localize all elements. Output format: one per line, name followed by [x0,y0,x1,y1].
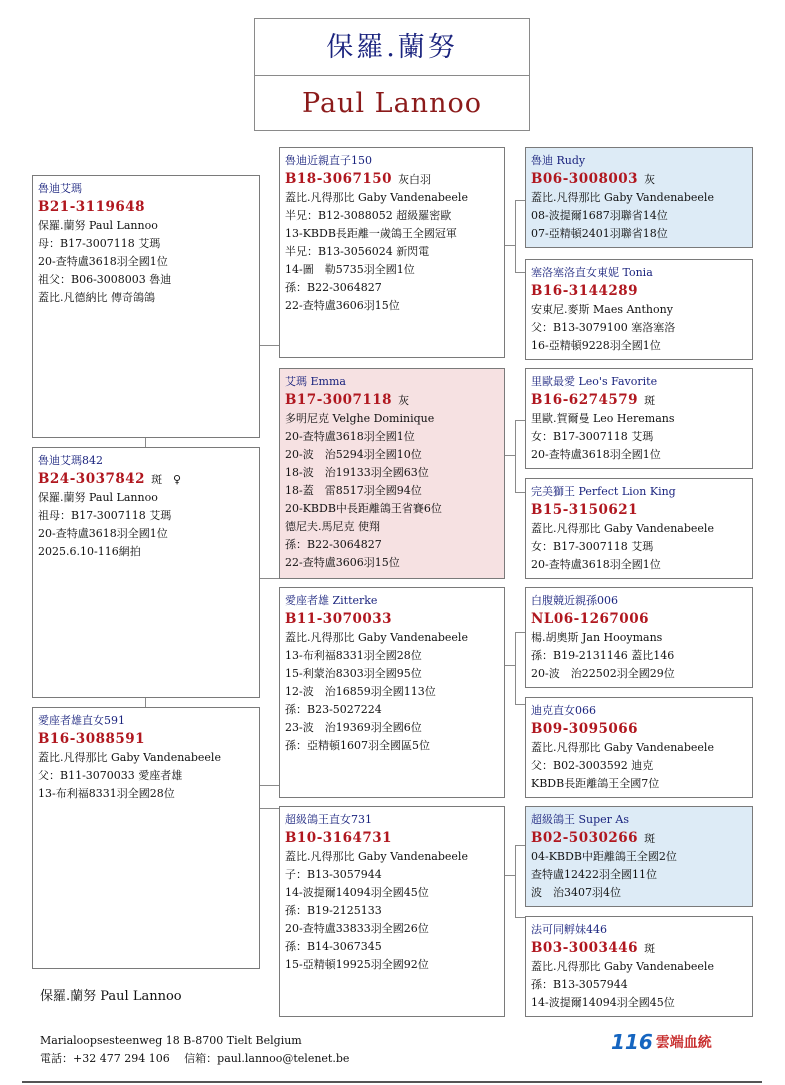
info-line: 蓋比.凡得那比 Gaby Vandenabeele [531,522,714,535]
bird-name: 超級鴿王 Super As [531,813,630,826]
info-line: 波 治3407羽4位 [531,886,621,899]
info-line: 半兄：B12-3088052 超級羅密歐 [285,209,452,222]
info-line: 孫：B23-5027224 [285,703,382,716]
connector-line [515,632,516,704]
bird-name: 塞洛塞洛直女東妮 Tonia [531,266,653,279]
info-line: 07-亞精頓2401羽聯省18位 [531,227,668,240]
info-line: 蓋比.凡得那比 Gaby Vandenabeele [531,191,714,204]
info-line: 04-KBDB中距離鴿王全國2位 [531,850,677,863]
ring-number: B16-3144289 [531,283,639,299]
pedigree-box-dam-line [32,707,260,969]
ring-number: B21-3119648 [38,199,146,215]
ring-number: B02-5030266 斑 [531,830,656,846]
ring-number: B10-3164731 [285,830,393,846]
pedigree-box-dam-dam [279,806,505,1017]
pedigree-box-ggp-2 [525,259,753,360]
pedigree-box-ggp-6 [525,697,753,798]
bottom-divider [22,1081,762,1083]
connector-line [515,420,525,421]
info-line: 20-查特盧3618羽全國1位 [38,527,168,540]
contact-line: 電話：+32 477 294 106 信箱：paul.lannoo@telenet.be [40,1052,350,1065]
ring-number: NL06-1267006 [531,611,649,627]
title-box [254,18,530,131]
info-line: 父：B02-3003592 迪克 [531,759,654,772]
info-line: 08-波提爾1687羽聯省14位 [531,209,668,222]
logo-number: 116 [611,1030,653,1054]
ring-number: B11-3070033 [285,611,393,627]
connector-line [504,665,515,666]
info-line: 子：B13-3057944 [285,868,382,881]
info-line: 安東尼.麥斯 Maes Anthony [531,303,673,316]
connector-line [259,808,279,809]
pedigree-box-ggp-3 [525,368,753,469]
info-line: 蓋比.凡德納比 傳奇鴿鴿 [38,291,155,304]
info-line: KBDB長距離鴿王全國7位 [531,777,660,790]
bird-name: 超級鴿王直女731 [285,813,372,826]
connector-line [515,492,525,493]
info-line: 13-KBDB長距離一歲鴿王全國冠軍 [285,227,457,240]
ring-number: B09-3095066 [531,721,639,737]
info-line: 16-亞精頓9228羽全國1位 [531,339,661,352]
ring-number: B15-3150621 [531,502,639,518]
info-line: 女：B17-3007118 艾瑪 [531,540,654,553]
connector-line [515,917,525,918]
info-line: 20-查特盧3618羽全國1位 [285,430,415,443]
bird-name: 魯迪艾瑪842 [38,454,103,467]
info-line: 保羅.蘭努 Paul Lannoo [38,491,158,504]
info-line: 20-查特盧33833羽全國26位 [285,922,429,935]
info-line: 祖母：B17-3007118 艾瑪 [38,509,172,522]
info-line: 保羅.蘭努 Paul Lannoo [38,219,158,232]
info-line: 20-波 治5294羽全國10位 [285,448,422,461]
ring-number: B03-3003446 斑 [531,940,656,956]
title-english: Paul Lannoo [302,88,482,119]
info-line: 2025.6.10-116網拍 [38,545,141,558]
info-line: 德尼夫.馬尼克 使翔 [285,520,380,533]
info-line: 祖父：B06-3008003 魯迪 [38,273,172,286]
info-line: 孫：B22-3064827 [285,538,382,551]
owner-contact [40,1032,349,1068]
brand-logo [611,1030,712,1054]
info-line: 孫：亞精頓1607羽全國區5位 [285,739,430,752]
info-line: 孫：B13-3057944 [531,978,628,991]
connector-line [259,345,279,346]
pedigree-box-dam [279,368,505,579]
info-line: 蓋比.凡得那比 Gaby Vandenabeele [285,850,468,863]
pedigree-box-ggp-5 [525,587,753,688]
connector-line [259,578,279,579]
bird-name: 愛座者雄直女591 [38,714,125,727]
connector-line [259,785,279,786]
pedigree-box-ggp-1 [525,147,753,248]
connector-line [504,455,515,456]
connector-line [515,845,516,917]
info-line: 22-查特盧3606羽15位 [285,556,400,569]
info-line: 18-蓋 雷8517羽全國94位 [285,484,422,497]
pedigree-box-ggp-7 [525,806,753,907]
bird-name: 魯迪 Rudy [531,154,586,167]
connector-line [515,200,516,272]
info-line: 父：B11-3070033 愛座者雄 [38,769,183,782]
info-line: 20-查特盧3618羽全國1位 [531,448,661,461]
info-line: 13-布利福8331羽全國28位 [285,649,422,662]
info-line: 蓋比.凡得那比 Gaby Vandenabeele [531,960,714,973]
info-line: 20-查特盧3618羽全國1位 [531,558,661,571]
info-line: 20-查特盧3618羽全國1位 [38,255,168,268]
ring-number: B16-6274579 斑 [531,392,656,408]
owner-name: 保羅.蘭努 Paul Lannoo [40,989,182,1004]
connector-line [145,697,146,707]
title-chinese: 保羅.蘭努 [255,19,529,76]
info-line: 多明尼克 Velghe Dominique [285,412,435,425]
connector-line [515,704,525,705]
pedigree-box-dam-sire [279,587,505,798]
info-line: 蓋比.凡得那比 Gaby Vandenabeele [285,191,468,204]
connector-line [515,200,525,201]
info-line: 女：B17-3007118 艾瑪 [531,430,654,443]
bird-name: 魯迪艾瑪 [38,182,82,195]
bird-name: 艾瑪 Emma [285,375,346,388]
pedigree-box-ggp-4 [525,478,753,579]
pedigree-box-sire [279,147,505,358]
info-line: 蓋比.凡得那比 Gaby Vandenabeele [531,741,714,754]
connector-line [504,875,515,876]
info-line: 孫：B14-3067345 [285,940,382,953]
connector-line [145,437,146,447]
info-line: 14-圖 勒5735羽全國1位 [285,263,415,276]
info-line: 14-波提爾14094羽全國45位 [285,886,429,899]
ring-number: B18-3067150 灰白羽 [285,171,432,187]
bird-name: 白腹競近親孫006 [531,594,618,607]
info-line: 楊.胡奧斯 Jan Hooymans [531,631,663,644]
connector-line [515,272,525,273]
info-line: 18-波 治19133羽全國63位 [285,466,429,479]
ring-number: B24-3037842 斑 ♀ [38,471,182,487]
connector-line [515,845,525,846]
pedigree-box-subject-sibling [32,175,260,438]
info-line: 查特盧12422羽全國11位 [531,868,657,881]
info-line: 13-布利福8331羽全國28位 [38,787,175,800]
pedigree-box-subject [32,447,260,698]
pedigree-box-ggp-8 [525,916,753,1017]
info-line: 12-波 治16859羽全國113位 [285,685,436,698]
bird-name: 魯迪近親直子150 [285,154,372,167]
connector-line [515,632,525,633]
info-line: 23-波 治19369羽全國6位 [285,721,422,734]
info-line: 蓋比.凡得那比 Gaby Vandenabeele [38,751,221,764]
ring-number: B06-3008003 灰 [531,171,656,187]
ring-number: B16-3088591 [38,731,146,747]
info-line: 14-波提爾14094羽全國45位 [531,996,675,1009]
info-line: 蓋比.凡得那比 Gaby Vandenabeele [285,631,468,644]
bird-name: 迪克直女066 [531,704,596,717]
info-line: 孫：B19-2125133 [285,904,382,917]
info-line: 父：B13-3079100 塞洛塞洛 [531,321,676,334]
info-line: 15-利蒙治8303羽全國95位 [285,667,422,680]
info-line: 孫：B19-2131146 蓋比146 [531,649,675,662]
info-line: 20-波 治22502羽全國29位 [531,667,675,680]
bird-name: 愛座者雄 Zitterke [285,594,378,607]
info-line: 半兄：B13-3056024 新閃電 [285,245,430,258]
info-line: 20-KBDB中長距離鴿王省賽6位 [285,502,442,515]
bird-name: 里歐最愛 Leo's Favorite [531,375,658,388]
info-line: 母：B17-3007118 艾瑪 [38,237,161,250]
info-line: 22-查特盧3606羽15位 [285,299,400,312]
connector-line [504,245,515,246]
info-line: 15-亞精頓19925羽全國92位 [285,958,429,971]
ring-number: B17-3007118 灰 [285,392,410,408]
info-line: 里歐.賀爾曼 Leo Heremans [531,412,675,425]
connector-line [515,420,516,492]
bird-name: 法可同孵妹446 [531,923,607,936]
address-line: Marialoopsesteenweg 18 B-8700 Tielt Belgium [40,1034,302,1047]
logo-text: 雲端血統 [655,1035,712,1051]
info-line: 孫：B22-3064827 [285,281,382,294]
bird-name: 完美獅王 Perfect Lion King [531,485,676,498]
